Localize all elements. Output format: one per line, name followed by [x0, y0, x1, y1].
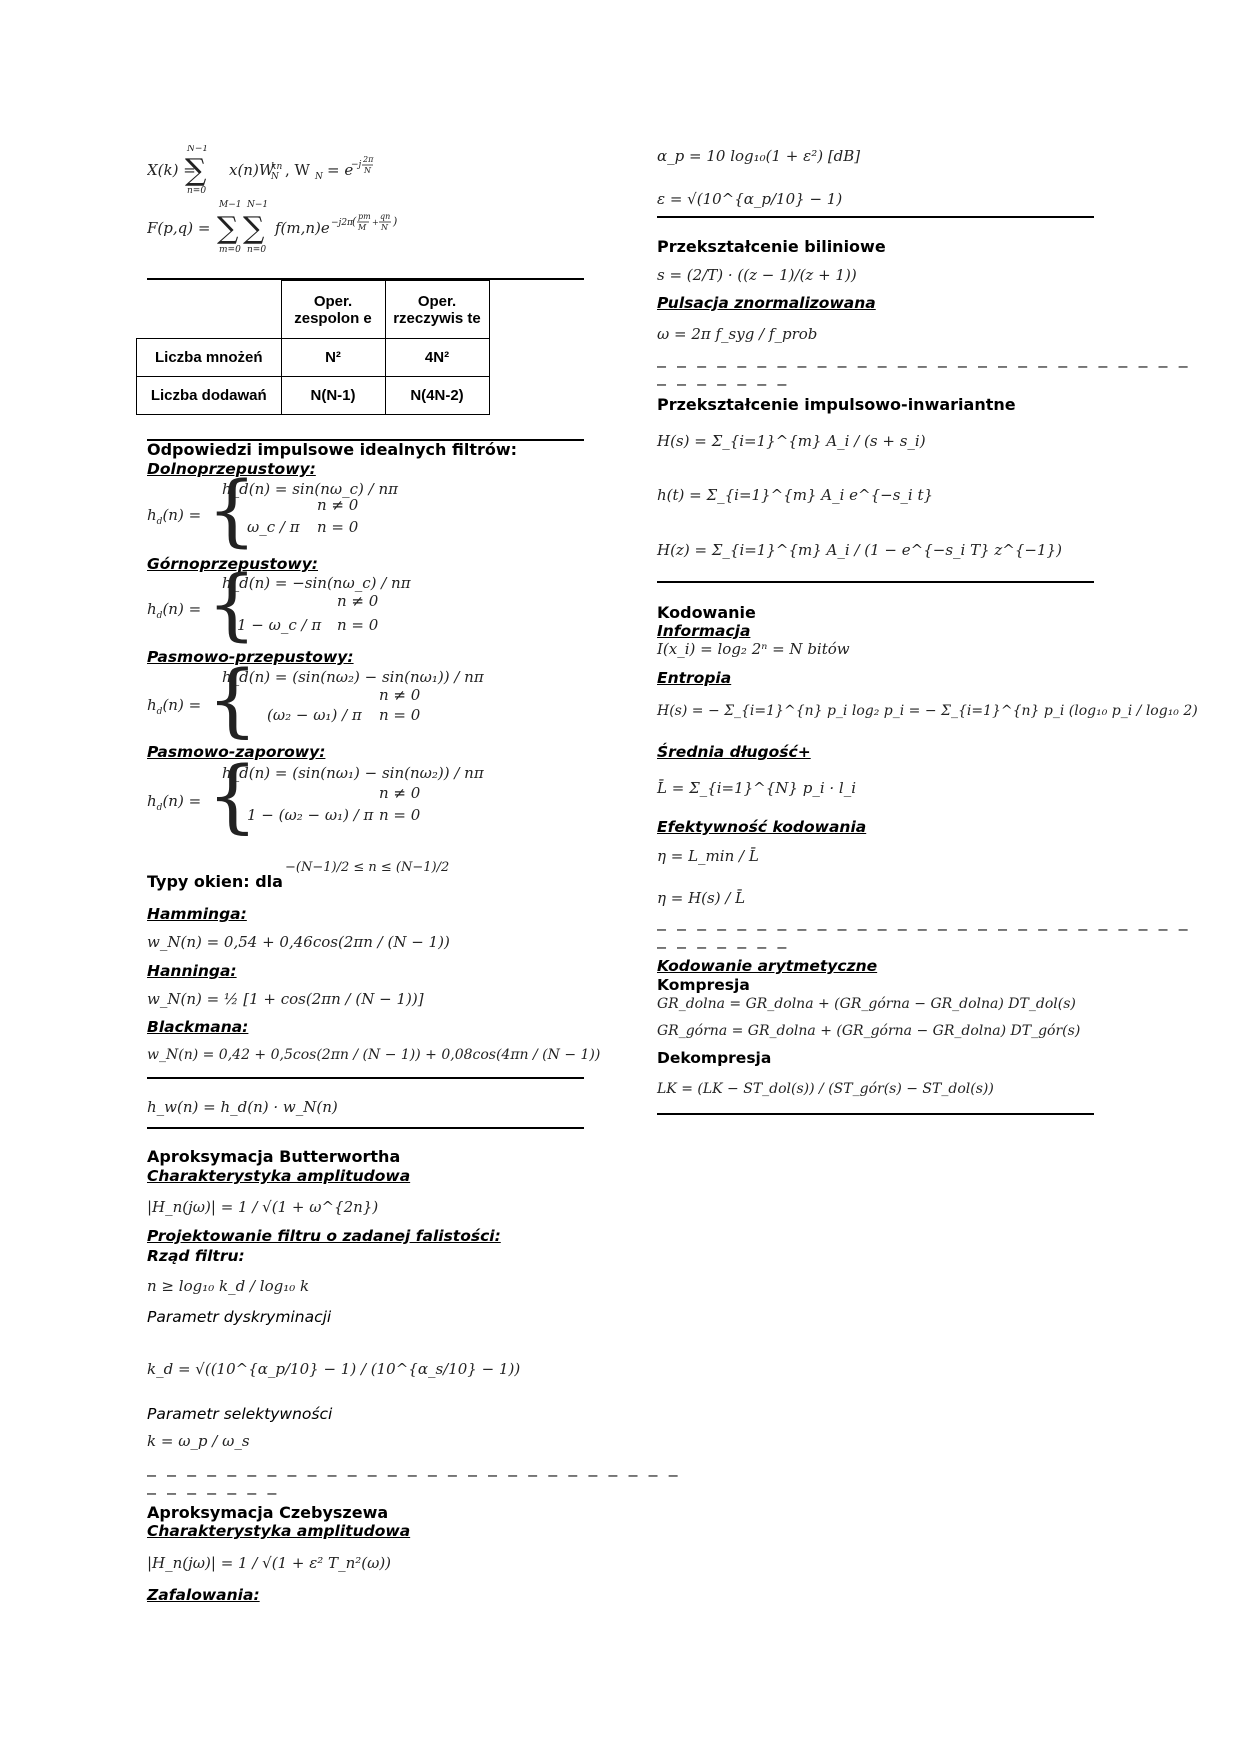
svg-text:): ) — [393, 215, 398, 228]
bandstop-label: Pasmowo-zaporowy: — [147, 743, 326, 761]
compression-label: Kompresja — [657, 976, 750, 994]
svg-text:X(k) =: X(k) = — [147, 161, 196, 179]
normalized-formula: ω = 2π f_syg / f_prob — [657, 325, 818, 343]
dashed-separator: – – – – – – – – – – – – – – – – – – – – – – – – – – – — [657, 357, 1189, 375]
dft-formulas — [147, 145, 587, 265]
svg-text:−j2π: −j2π — [331, 218, 353, 228]
butterworth-amp-formula: |H_n(jω)| = 1 / √(1 + ω^{2n}) — [147, 1198, 379, 1216]
bilinear-title: Przekształcenie biliniowe — [657, 237, 886, 256]
normalized-label: Pulsacja znormalizowana — [657, 294, 876, 312]
bandpass-formula: $h_d(n)$ = { h_d(n) = (sin(nω₂) − sin(nω₁)) / nπ n ≠ 0 (ω₂ − ω₁) / π n = 0 — [147, 653, 484, 746]
svg-text:∑: ∑ — [185, 153, 207, 188]
windows-title: Typy okien: dla — [147, 872, 283, 891]
hamming-label: Hamminga: — [147, 905, 247, 923]
design-label: Projektowanie filtru o zadanej falistości: — [147, 1227, 501, 1245]
bandstop-formula: $h_d(n)$ = { h_d(n) = (sin(nω₁) − sin(nω₂)) / nπ n ≠ 0 1 − (ω₂ − ω₁) / π n = 0 — [147, 749, 484, 842]
svg-text:x(n)W: x(n)W — [229, 161, 275, 179]
svg-text:+: + — [372, 218, 379, 227]
divider — [657, 581, 1094, 583]
divider — [657, 216, 1094, 218]
hamming-formula: w_N(n) = 0,54 + 0,46cos(2πn / (N − 1)) — [147, 933, 450, 951]
svg-text:N−1: N−1 — [247, 200, 269, 210]
svg-text:M: M — [358, 223, 367, 232]
bilinear-formula: s = (2/T) · ((z − 1)/(z + 1)) — [657, 266, 857, 284]
decompression-label: Dekompresja — [657, 1049, 772, 1067]
svg-text:∑: ∑ — [217, 211, 239, 246]
svg-text:m=0: m=0 — [219, 245, 241, 255]
coding-title: Kodowanie — [657, 603, 756, 622]
svg-text:n=0: n=0 — [247, 245, 267, 255]
hanning-formula: w_N(n) = ½ [1 + cos(2πn / (N − 1))] — [147, 990, 424, 1008]
impinv-formula-3: H(z) = Σ_{i=1}^{m} A_i / (1 − e^{−s_i T} z^{−1}) — [657, 541, 1062, 559]
table-cell: N(4N-2) — [385, 377, 489, 415]
highpass-label: Górnoprzepustowy: — [147, 555, 319, 573]
discrimination-formula: k_d = √((10^{α_p/10} − 1) / (10^{α_s/10} − 1)) — [147, 1360, 521, 1378]
discrimination-label: Parametr dyskryminacji — [147, 1308, 332, 1326]
table-header: Oper. rzeczywis te — [385, 281, 489, 339]
selectivity-formula: k = ω_p / ω_s — [147, 1432, 250, 1450]
divider — [147, 1077, 584, 1079]
hanning-label: Hanninga: — [147, 962, 237, 980]
epsilon-formula: ε = √(10^{α_p/10} − 1) — [657, 190, 843, 208]
average-length-label: Średnia długość+ — [657, 743, 811, 761]
windows-range: −(N−1)/2 ≤ n ≤ (N−1)/2 — [285, 860, 450, 875]
average-length-formula: L̄ = Σ_{i=1}^{N} p_i · l_i — [657, 779, 857, 797]
blackman-formula: w_N(n) = 0,42 + 0,5cos(2πn / (N − 1)) + 0,08cos(4πn / (N − 1)) — [147, 1047, 601, 1063]
compression-formula-2: GR_górna = GR_dolna + (GR_górna − GR_dolna) DT_gór(s) — [657, 1023, 1081, 1039]
hw-formula: h_w(n) = h_d(n) · w_N(n) — [147, 1098, 338, 1116]
information-label: Informacja — [657, 622, 751, 640]
svg-text:pm: pm — [358, 212, 371, 221]
table-cell: N(N-1) — [281, 377, 385, 415]
decompression-formula: LK = (LK − ST_dol(s)) / (ST_gór(s) − ST_dol(s)) — [657, 1081, 994, 1097]
bandpass-label: Pasmowo-przepustowy: — [147, 648, 354, 666]
lowpass-formula: $h_d(n)$ = { h_d(n) = sin(nω_c) / nπ n ≠ 0 ω_c / π n = 0 — [147, 466, 398, 556]
impinv-formula-1: H(s) = Σ_{i=1}^{m} A_i / (s + s_i) — [657, 432, 926, 450]
svg-text:M−1: M−1 — [219, 200, 242, 210]
alpha-formula: α_p = 10 log₁₀(1 + ε²) [dB] — [657, 147, 861, 165]
table-cell: Liczba mnożeń — [137, 339, 282, 377]
efficiency-label: Efektywność kodowania — [657, 818, 867, 836]
chebyshev-title: Aproksymacja Czebyszewa — [147, 1503, 389, 1522]
efficiency-formula-1: η = L_min / L̄ — [657, 847, 759, 865]
table-corner — [137, 281, 282, 339]
table-row — [137, 377, 490, 415]
operations-table — [136, 280, 490, 415]
svg-text:−j: −j — [351, 160, 362, 170]
table-row — [137, 339, 490, 377]
selectivity-label: Parametr selektywności — [147, 1405, 333, 1423]
table-cell: N² — [281, 339, 385, 377]
information-formula: I(x_i) = log₂ 2ⁿ = N bitów — [657, 640, 850, 658]
svg-text:(: ( — [352, 215, 357, 228]
table-cell: 4N² — [385, 339, 489, 377]
blackman-label: Blackmana: — [147, 1018, 249, 1036]
entropy-label: Entropia — [657, 669, 732, 687]
butterworth-title: Aproksymacja Butterwortha — [147, 1147, 401, 1166]
svg-text:N: N — [381, 223, 388, 232]
ripple-label: Zafalowania: — [147, 1586, 260, 1604]
entropy-formula: H(s) = − Σ_{i=1}^{n} p_i log₂ p_i = − Σ_{i=1}^{n} p_i (log₁₀ p_i / log₁₀ 2) — [657, 703, 1198, 719]
order-formula: n ≥ log₁₀ k_d / log₁₀ k — [147, 1277, 310, 1295]
svg-text:N: N — [364, 166, 371, 175]
svg-text:F(p,q) =: F(p,q) = — [147, 219, 211, 237]
lowpass-label: Dolnoprzepustowy: — [147, 460, 316, 478]
dashed-separator: – – – – – – – – – – – – – – – – – – – – – – – – – – – — [147, 1466, 679, 1484]
table-cell: Liczba dodawań — [137, 377, 282, 415]
impinv-formula-2: h(t) = Σ_{i=1}^{m} A_i e^{−s_i t} — [657, 486, 934, 504]
table-header: Oper. zespolon e — [281, 281, 385, 339]
divider — [657, 1113, 1094, 1115]
svg-text:n=0: n=0 — [187, 186, 207, 196]
svg-text:qn: qn — [380, 212, 391, 221]
dashed-separator: – – – – – – – — [657, 375, 788, 393]
svg-text:= e: = e — [327, 161, 354, 179]
svg-text:N: N — [271, 172, 279, 182]
chebyshev-amp-label: Charakterystyka amplitudowa — [147, 1522, 411, 1540]
butterworth-amp-label: Charakterystyka amplitudowa — [147, 1167, 411, 1185]
dashed-separator: – – – – – – – — [657, 938, 788, 956]
dashed-separator: – – – – – – – — [147, 1484, 278, 1502]
svg-text:∑: ∑ — [243, 211, 265, 246]
svg-text:kn: kn — [271, 162, 283, 172]
efficiency-formula-2: η = H(s) / L̄ — [657, 889, 746, 907]
impulse-invariant-title: Przekształcenie impulsowo-inwariantne — [657, 395, 1016, 414]
svg-text:2π: 2π — [363, 155, 374, 164]
impulse-title: Odpowiedzi impulsowe idealnych filtrów: — [147, 440, 518, 459]
chebyshev-amp-formula: |H_n(jω)| = 1 / √(1 + ε² T_n²(ω)) — [147, 1554, 392, 1572]
svg-text:f(m,n)e: f(m,n)e — [275, 219, 330, 237]
order-label: Rząd filtru: — [147, 1247, 245, 1265]
dashed-separator: – – – – – – – – – – – – – – – – – – – – – – – – – – – — [657, 920, 1189, 938]
compression-formula-1: GR_dolna = GR_dolna + (GR_górna − GR_dolna) DT_dol(s) — [657, 996, 1076, 1012]
svg-text:N: N — [315, 172, 323, 182]
divider — [147, 1127, 584, 1129]
highpass-formula: $h_d(n)$ = { h_d(n) = −sin(nω_c) / nπ n ≠ 0 1 − ω_c / π n = 0 — [147, 560, 411, 650]
svg-text:, W: , W — [285, 161, 310, 179]
svg-text:N−1: N−1 — [187, 145, 209, 154]
arithmetic-coding-label: Kodowanie arytmetyczne — [657, 957, 878, 975]
